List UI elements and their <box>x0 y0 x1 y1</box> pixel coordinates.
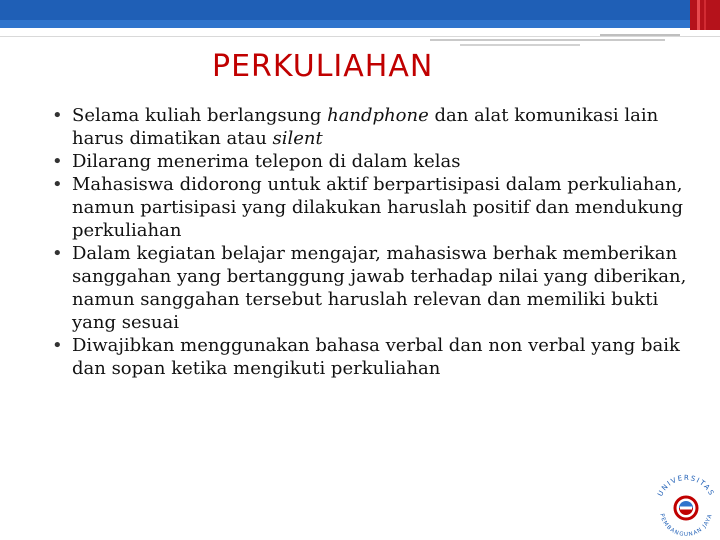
seal-text-bottom: PEMBANGUNAN JAYA <box>658 513 714 539</box>
bullet-marker: • <box>52 105 63 126</box>
bullet-text: Mahasiswa didorong untuk aktif berpartisipasi dalam perkuliahan, namun partisipasi yang dilakukan haruslah positif dan mendukung perkuliahan <box>72 174 683 241</box>
header-accent-stripe <box>704 0 706 30</box>
bullet-text: Diwajibkan menggunakan bahasa verbal dan non verbal yang baik dan sopan ketika mengikuti perkuliahan <box>72 335 680 379</box>
bullet-item <box>52 334 692 380</box>
header-accent-stripe <box>697 0 700 30</box>
title-decor-line <box>600 34 680 36</box>
bullet-list <box>52 104 692 380</box>
slide-title: PERKULIAHAN <box>212 49 434 84</box>
svg-text:UNIVERSITAS <box>656 474 716 498</box>
bullet-emphasis: silent <box>272 128 323 149</box>
university-seal-icon <box>648 462 720 540</box>
seal-text-top: UNIVERSITAS <box>656 473 716 498</box>
bullet-item <box>52 173 692 242</box>
bullet-text: Selama kuliah berlangsung <box>72 105 328 126</box>
bullet-item <box>52 242 692 334</box>
header-band-highlight <box>0 20 690 28</box>
bullet-text: Dilarang menerima telepon di dalam kelas <box>72 151 461 172</box>
title-decor-line <box>430 39 665 41</box>
bullet-emphasis: handphone <box>327 105 429 126</box>
bullet-item <box>52 104 692 150</box>
svg-text:PEMBANGUNAN JAYA <box>658 513 713 538</box>
bullet-marker: • <box>52 151 63 172</box>
bullet-item <box>52 150 692 173</box>
bullet-text: Dalam kegiatan belajar mengajar, mahasiswa berhak memberikan sanggahan yang bertanggung jawab terhadap nilai yang diberikan, namun sanggahan tersebut haruslah relevan dan memiliki bukti yang sesuai <box>72 243 687 333</box>
bullet-marker: • <box>52 243 63 264</box>
header-divider <box>0 36 720 37</box>
bullet-marker: • <box>52 174 63 195</box>
title-decor-line <box>460 44 580 46</box>
bullet-marker: • <box>52 335 63 356</box>
bullet-text: dan alat komunikasi lain harus dimatikan atau <box>72 105 659 149</box>
